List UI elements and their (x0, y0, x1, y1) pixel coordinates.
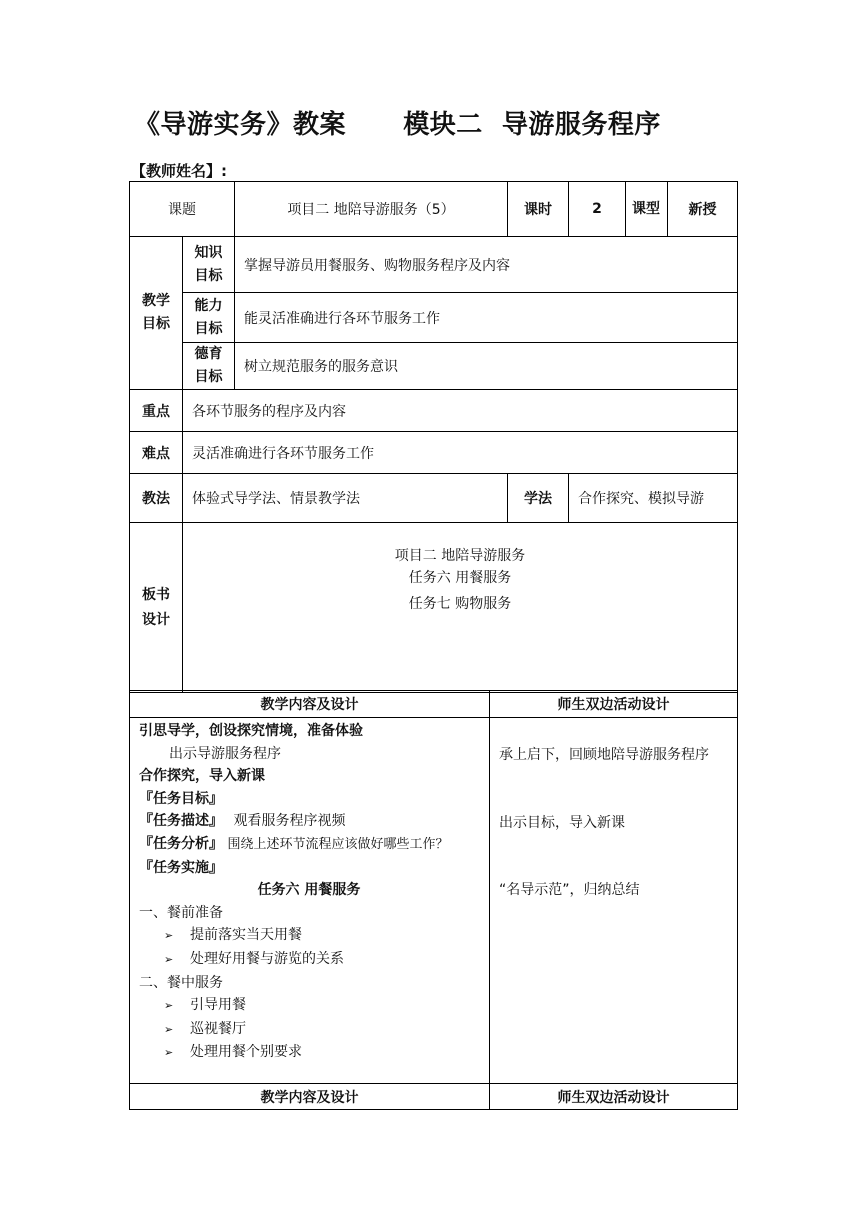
objective-label: 德育目标 (183, 343, 235, 390)
content-text: 观看服务程序视频 (233, 813, 346, 830)
board-line: 任务六 用餐服务 (408, 570, 512, 586)
content-tag: 『任务实施』 (139, 859, 223, 876)
content-line: 二、餐中服务 (139, 974, 223, 991)
difficulty-row (130, 432, 738, 474)
list-item (139, 948, 489, 972)
board-label: 板书设计 (130, 523, 183, 693)
difficulty-value: 灵活准确进行各环节服务工作 (183, 432, 738, 474)
objective-value: 掌握导游员用餐服务、购物服务程序及内容 (235, 237, 738, 293)
key-point-label: 重点 (130, 390, 183, 432)
bullet-arrow-icon: ➢ (164, 929, 174, 943)
objective-row-moral (130, 343, 738, 390)
content-line (139, 833, 489, 857)
board-row (130, 523, 738, 693)
task-title: 任务六 用餐服务 (257, 882, 361, 899)
objectives-label: 教学目标 (130, 237, 183, 390)
content-heading: 引思导学，创设探究情境，准备体验 (139, 723, 363, 739)
content-line: 一、餐前准备 (139, 904, 223, 921)
content-header: 教学内容及设计 (130, 691, 490, 718)
teacher-student-activities (490, 718, 738, 1084)
bullet-arrow-icon: ➢ (164, 952, 174, 966)
objective-label: 知识目标 (183, 237, 235, 293)
section-header-row (130, 1084, 738, 1110)
objective-row-ability (130, 293, 738, 343)
content-line: 出示导游服务程序 (169, 745, 281, 762)
list-item-text: 处理用餐个别要求 (190, 1044, 302, 1061)
list-item-text: 提前落实当天用餐 (190, 927, 302, 944)
section-header-row (130, 691, 738, 718)
learn-method-label: 学法 (508, 474, 569, 523)
teach-method-label: 教法 (130, 474, 183, 523)
content-tag: 『任务分析』 (139, 835, 223, 852)
content-header: 教学内容及设计 (130, 1084, 490, 1110)
type-label: 课型 (626, 182, 668, 237)
list-item (139, 1018, 489, 1042)
content-tag: 『任务描述』 (139, 813, 223, 830)
objective-label: 能力目标 (183, 293, 235, 343)
objective-row-knowledge (130, 237, 738, 293)
list-item-text: 巡视餐厅 (190, 1020, 246, 1037)
bullet-arrow-icon: ➢ (164, 1022, 174, 1036)
content-heading: 合作探究，导入新课 (139, 768, 265, 785)
methods-row (130, 474, 738, 523)
list-item (139, 994, 489, 1018)
content-tag: 『任务目标』 (139, 790, 223, 807)
activity-header: 师生双边活动设计 (490, 691, 738, 718)
document-title: 《导游实务》教案 模块二 导游服务程序 (134, 110, 661, 140)
objective-value: 能灵活准确进行各环节服务工作 (235, 293, 738, 343)
list-item (139, 1041, 489, 1065)
hours-value: 2 (569, 182, 626, 237)
content-row (130, 718, 738, 1084)
activity-item: “名导示范”，归纳总结 (499, 882, 640, 898)
key-point-row (130, 390, 738, 432)
objective-value: 树立规范服务的服务意识 (235, 343, 738, 390)
teacher-name-label: 【教师姓名】: (131, 162, 227, 180)
board-design (183, 523, 738, 693)
hours-label: 课时 (508, 182, 569, 237)
activity-item: 出示目标，导入新课 (499, 815, 625, 831)
list-item-text: 引导用餐 (190, 997, 246, 1014)
difficulty-label: 难点 (130, 432, 183, 474)
list-item (139, 924, 489, 948)
activity-header: 师生双边活动设计 (490, 1084, 738, 1110)
lesson-content-table (129, 690, 738, 1110)
type-value: 新授 (668, 182, 738, 237)
teaching-content (130, 718, 490, 1084)
key-point-value: 各环节服务的程序及内容 (183, 390, 738, 432)
learn-method-value: 合作探究、模拟导游 (569, 474, 738, 523)
list-item-text: 处理好用餐与游览的关系 (190, 950, 344, 967)
topic-label: 课题 (130, 182, 235, 237)
board-line: 任务七 购物服务 (408, 596, 512, 612)
bullet-arrow-icon: ➢ (164, 1046, 174, 1060)
board-line: 项目二 地陪导游服务 (394, 548, 526, 564)
teach-method-value: 体验式导学法、情景教学法 (183, 474, 508, 523)
lesson-info-table (129, 181, 738, 693)
topic-value: 项目二 地陪导游服务（5） (235, 182, 508, 237)
activity-item: 承上启下，回顾地陪导游服务程序 (499, 747, 709, 763)
content-line (139, 810, 489, 833)
content-text: 围绕上述环节流程应该做好哪些工作？ (227, 836, 449, 852)
topic-row (130, 182, 738, 237)
bullet-arrow-icon: ➢ (164, 999, 174, 1013)
